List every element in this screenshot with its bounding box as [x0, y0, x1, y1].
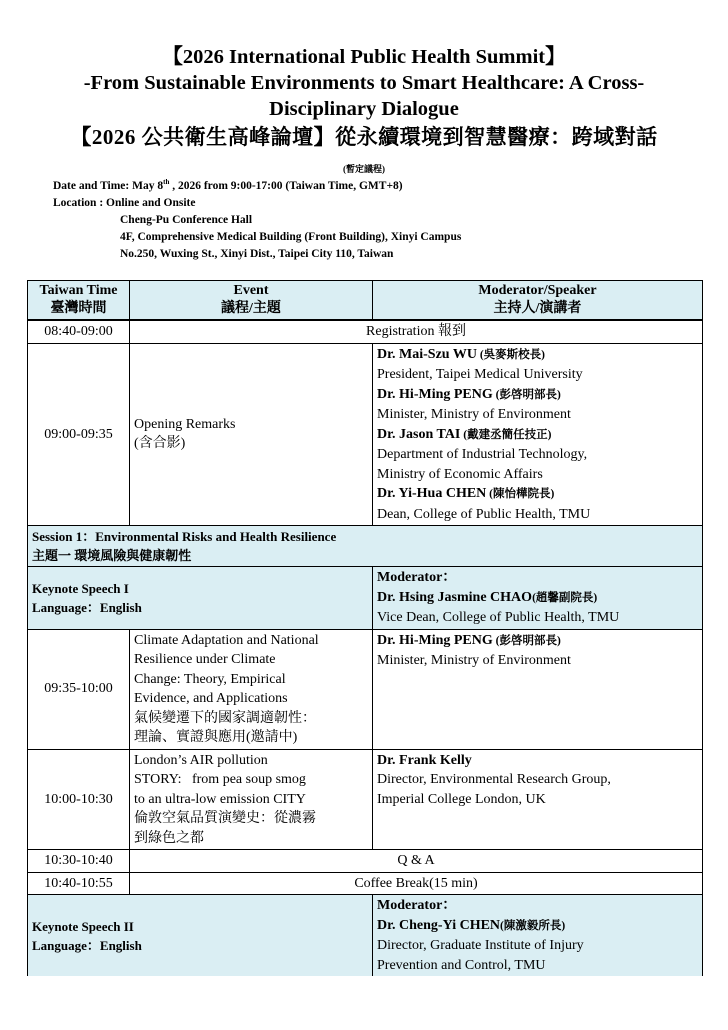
moderator-title: Vice Dean, College of Public Health, TMU [377, 610, 620, 625]
location-label: Location : Online and Onsite [53, 197, 196, 209]
title-zh: 【2026 公共衛生高峰論壇】從永續環境到智慧醫療：跨域對話 [70, 125, 658, 149]
speaker-title: Dean, College of Public Health, TMU [377, 506, 591, 522]
qa-cell: Q & A [130, 850, 703, 873]
header-speaker-en: Moderator/Speaker [478, 283, 597, 298]
speaker-name-zh: (陳怡樺院長) [486, 488, 555, 500]
table-row [28, 850, 703, 873]
speaker-name: Dr. Frank Kelly [377, 752, 472, 768]
moderator-name: Dr. Hsing Jasmine CHAO [377, 589, 533, 605]
speaker-title: President, Taipei Medical University [377, 367, 583, 382]
header-time-en: Taiwan Time [39, 283, 118, 298]
speaker-name: Dr. Hi-Ming PENG [377, 386, 493, 402]
speaker-name: Dr. Hi-Ming PENG [377, 632, 493, 648]
session-cell [28, 526, 703, 567]
moderator-name-zh: (趙馨副院長) [532, 591, 598, 604]
speaker-name-zh: (戴建丞簡任技正) [460, 428, 552, 441]
date-rest: , 2026 from 9:00-17:00 (Taiwan Time, GMT+8) [169, 180, 403, 192]
event-cell [130, 749, 373, 850]
time-cell: 09:00-09:35 [28, 343, 130, 526]
speaker-title: Department of Industrial Technology, [377, 447, 588, 462]
keynote-row [28, 895, 703, 977]
moderator-cell [373, 567, 703, 630]
event-cell [130, 629, 373, 749]
event-line: Climate Adaptation and National [134, 632, 319, 648]
speaker-cell [373, 749, 703, 850]
event-line: 到綠色之都 [134, 830, 204, 846]
keynote-row [28, 567, 703, 630]
event-line: to an ultra-low emission CITY [134, 791, 306, 807]
keynote-title: Keynote Speech I [32, 580, 129, 596]
moderator-cell [373, 895, 703, 977]
event-cell [130, 343, 373, 526]
speaker-name-zh: (吳麥斯校長) [476, 348, 545, 361]
table-row [28, 320, 703, 343]
speaker-name: Dr. Mai-Szu WU [377, 346, 477, 362]
keynote-language: Language：English [32, 937, 142, 953]
speaker-title: Director, Environmental Research Group, [377, 772, 611, 787]
table-row [28, 629, 703, 749]
speaker-name-zh: (彭啓明部長) [492, 388, 561, 401]
header-speaker [373, 281, 703, 321]
table-row [28, 749, 703, 850]
moderator-name: Dr. Cheng-Yi CHEN [377, 917, 501, 933]
registration-cell: Registration 報到 [130, 320, 703, 343]
speaker-title: Imperial College London, UK [377, 791, 546, 807]
time-cell: 09:35-10:00 [28, 629, 130, 749]
location-line: No.250, Wuxing St., Xinyi Dist., Taipei City 110, Taiwan [120, 248, 394, 260]
time-cell: 10:30-10:40 [28, 850, 130, 873]
session-title-zh: 主題一 環境風險與健康韌性 [32, 548, 192, 563]
draft-note: (暫定議程) [343, 164, 385, 174]
location-line: 4F, Comprehensive Medical Building (Front Building), Xinyi Campus [120, 231, 462, 243]
speaker-cell [373, 343, 703, 526]
moderator-label: Moderator： [377, 570, 457, 585]
session-row [28, 526, 703, 567]
title-en-line2: -From Sustainable Environments to Smart Healthcare: A Cross- [83, 72, 645, 94]
keynote-title: Keynote Speech II [32, 918, 134, 934]
event-title: Opening Remarks [134, 416, 236, 432]
time-cell: 08:40-09:00 [28, 320, 130, 343]
keynote-language: Language：English [32, 599, 142, 615]
event-line: 理論、實證與應用(邀請中) [134, 730, 298, 745]
header-time [28, 281, 130, 321]
speaker-name: Dr. Yi-Hua CHEN [377, 486, 487, 501]
date-label: Date and Time: May 8 [53, 180, 164, 192]
keynote-cell [28, 567, 373, 630]
agenda-table [27, 280, 703, 976]
title-en-line1: 【2026 International Public Health Summit】 [162, 46, 566, 68]
location-line: Cheng-Pu Conference Hall [120, 214, 253, 226]
time-cell: 10:00-10:30 [28, 749, 130, 850]
date-superscript: th [163, 178, 170, 187]
coffee-break-cell: Coffee Break(15 min) [130, 872, 703, 895]
table-row [28, 343, 703, 526]
event-line: 氣候變遷下的國家調適韌性： [134, 710, 316, 726]
header-event-en: Event [233, 283, 269, 298]
moderator-title: Director, Graduate Institute of Injury [377, 938, 584, 953]
header-time-zh: 臺灣時間 [50, 301, 107, 316]
time-cell: 10:40-10:55 [28, 872, 130, 895]
moderator-name-zh: (陳激毅所長) [500, 919, 566, 932]
header-event-zh: 議程/主題 [221, 301, 281, 316]
speaker-name-zh: (彭啓明部長) [492, 634, 561, 647]
speaker-name: Dr. Jason TAI [377, 426, 461, 442]
event-line: Evidence, and Applications [134, 691, 288, 706]
event-line: London’s AIR pollution [134, 752, 268, 768]
speaker-title: Ministry of Economic Affairs [377, 466, 543, 482]
moderator-title: Prevention and Control, TMU [377, 957, 546, 973]
header-event [130, 281, 373, 321]
speaker-cell [373, 629, 703, 749]
event-line: 倫敦空氣品質演變史：從濃霧 [134, 811, 316, 826]
moderator-label: Moderator： [377, 898, 457, 913]
event-line: Change: Theory, Empirical [134, 671, 286, 687]
keynote-cell [28, 895, 373, 977]
event-note: (含合影) [134, 436, 186, 452]
table-header-row [28, 281, 703, 321]
header-speaker-zh: 主持人/演講者 [493, 301, 582, 316]
session-title-en: Session 1：Environmental Risks and Health Resilience [32, 529, 337, 544]
table-row [28, 872, 703, 895]
event-line: Resilience under Climate [134, 652, 276, 667]
speaker-title: Minister, Ministry of Environment [377, 407, 571, 422]
date-time-line [53, 178, 403, 195]
title-en-line3: Disciplinary Dialogue [269, 98, 459, 120]
event-line: STORY: from pea soup smog [134, 772, 306, 787]
speaker-title: Minister, Ministry of Environment [377, 653, 571, 668]
